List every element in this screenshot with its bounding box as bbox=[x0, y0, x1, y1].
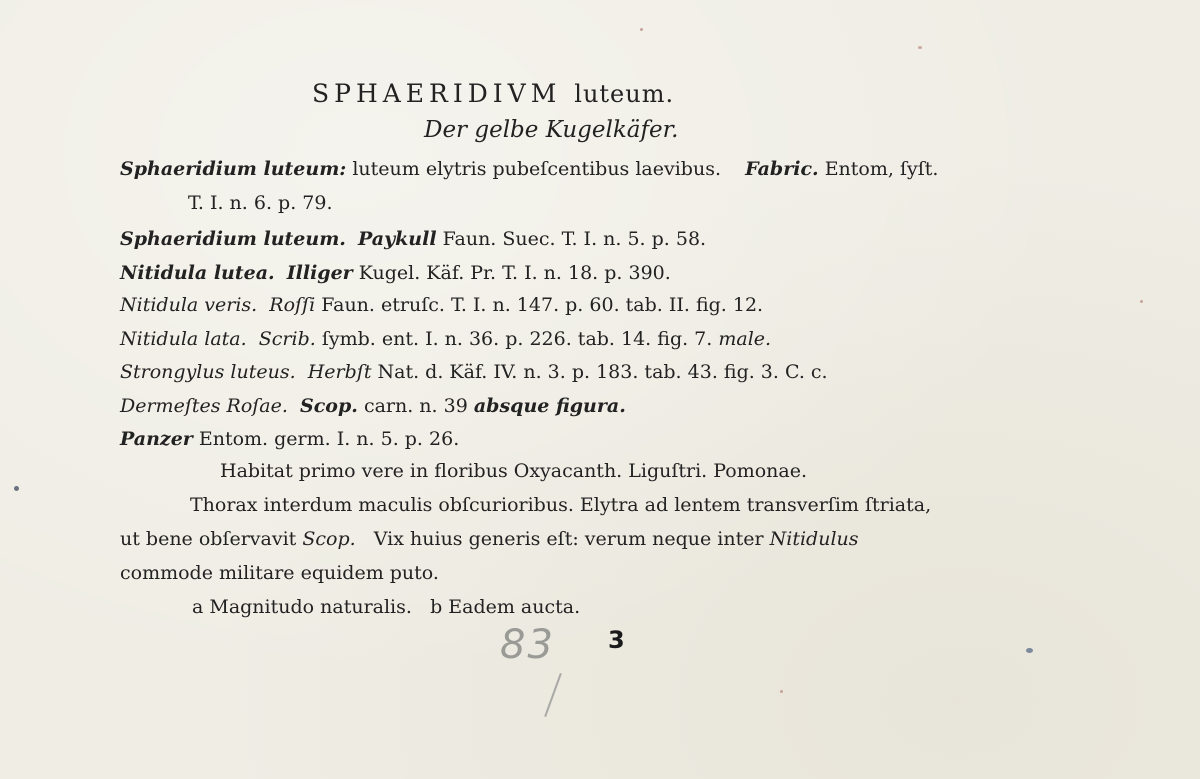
page-subtitle: Der gelbe Kugelkäfer. bbox=[424, 117, 679, 143]
paper-fleck bbox=[640, 28, 643, 31]
synonym-line bbox=[120, 157, 938, 181]
title-genus: SPHAERIDIVM bbox=[312, 79, 562, 108]
synonym-ref: Faun. Suec. T. I. n. 5. p. 58. bbox=[442, 228, 707, 250]
synonym-name: Nitidula lata. bbox=[120, 328, 247, 350]
paper-fleck bbox=[1140, 300, 1143, 303]
legend-a: a Magnitudo naturalis. bbox=[192, 596, 412, 618]
synonym-line bbox=[120, 261, 671, 285]
synonym-line bbox=[120, 427, 459, 451]
synonym-line bbox=[120, 227, 706, 251]
synonym-author: Scrib. bbox=[258, 328, 316, 350]
synonym-name: Sphaeridium luteum: bbox=[120, 158, 347, 180]
paper-fleck bbox=[1026, 648, 1033, 653]
paper-fleck bbox=[918, 46, 922, 49]
description-text: ut bene obſervavit bbox=[120, 528, 297, 550]
pencil-annotation: 83 bbox=[500, 622, 555, 668]
synonym-author: Paykull bbox=[358, 228, 437, 250]
description-genus: Nitidulus bbox=[769, 528, 859, 550]
synonym-author: Roſſi bbox=[269, 294, 316, 316]
description-line: Thorax interdum maculis obſcurioribus. Elytra ad lentem transverſim ſtriata, bbox=[190, 494, 932, 516]
title-species: luteum. bbox=[574, 80, 675, 108]
synonym-author: Scop. bbox=[300, 395, 358, 417]
synonym-name: Panzer bbox=[120, 428, 193, 450]
synonym-note: male. bbox=[718, 328, 772, 350]
description-line bbox=[120, 527, 859, 551]
synonym-name: Sphaeridium luteum. bbox=[120, 228, 346, 250]
synonym-ref: Entom. germ. I. n. 5. p. 26. bbox=[198, 428, 460, 450]
synonym-name: Dermeſtes Roſae. bbox=[120, 395, 288, 417]
habitat-text: Habitat primo vere in floribus Oxyacanth. Liguſtri. Pomonae. bbox=[220, 460, 808, 482]
synonym-author: Illiger bbox=[286, 262, 353, 284]
synonym-ref: Faun. etruſc. T. I. n. 147. p. 60. tab. II. fig. 12. bbox=[321, 294, 764, 316]
synonym-line bbox=[120, 293, 763, 317]
synonym-name: Nitidula veris. bbox=[120, 294, 258, 316]
synonym-ref: ſymb. ent. I. n. 36. p. 226. tab. 14. fig. 7. bbox=[321, 328, 713, 350]
figure-legend bbox=[192, 595, 580, 619]
synonym-ref: Kugel. Käf. Pr. T. I. n. 18. p. 390. bbox=[358, 262, 671, 284]
synonym-name: Strongylus luteus. bbox=[120, 361, 296, 383]
page-title bbox=[312, 79, 675, 108]
description-text: Vix huius generis eſt: verum neque inter bbox=[373, 528, 764, 550]
description-line: commode militare equidem puto. bbox=[120, 562, 439, 584]
synonym-line bbox=[120, 327, 771, 351]
legend-b: b Eadem aucta. bbox=[430, 596, 581, 618]
synonym-ref: Entom, ſyſt. bbox=[824, 158, 939, 180]
synonym-ref: carn. n. 39 bbox=[363, 395, 468, 417]
synonym-note: absque figura. bbox=[473, 395, 626, 417]
synonym-author: Fabric. bbox=[745, 158, 819, 180]
paper-fleck bbox=[14, 486, 19, 491]
page-number: 3 bbox=[608, 626, 625, 654]
synonym-author: Herbſt bbox=[307, 361, 372, 383]
synonym-line bbox=[120, 360, 828, 384]
synonym-name: Nitidula lutea. bbox=[120, 262, 275, 284]
synonym-continuation: T. I. n. 6. p. 79. bbox=[188, 192, 333, 214]
description-author: Scop. bbox=[302, 528, 356, 550]
synonym-text: luteum elytris pubeſcentibus laevibus. bbox=[352, 158, 721, 180]
synonym-ref: Nat. d. Käf. IV. n. 3. p. 183. tab. 43. fig. 3. C. c. bbox=[377, 361, 828, 383]
synonym-line bbox=[120, 394, 626, 418]
paper-fleck bbox=[780, 690, 783, 693]
